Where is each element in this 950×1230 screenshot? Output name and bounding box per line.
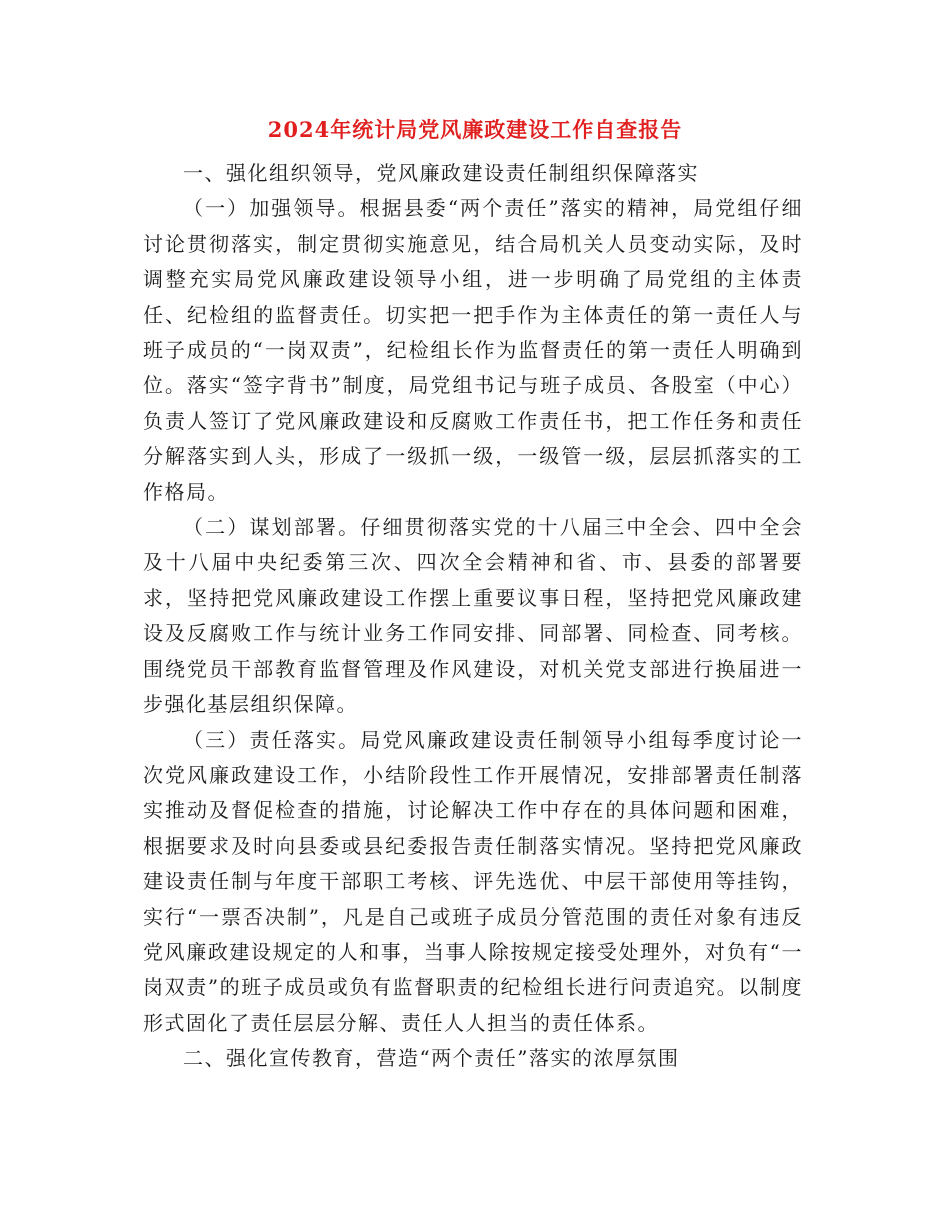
document-title: 2024年统计局党风廉政建设工作自查报告: [267, 117, 683, 142]
section-heading-2: 二、强化宣传教育，营造“两个责任”落实的浓厚氛围: [183, 1046, 680, 1071]
paragraph-3: （三）责任落实。局党风廉政建设责任制领导小组每季度讨论一次党风廉政建设工作，小结阶段性工作开展情况，安排部署责任制落实推动及督促检查的措施，讨论解决工作中存在的具体问题和困难，根据要求及时向县委或县纪委报告责任制落实情况。坚持把党风廉政建设责任制与年度干部职工考核、评先选优、中层干部使用等挂钩，实行“一票否决制”，凡是自己或班子成员分管范围的责任对象有违反党风廉政建设规定的人和事，当事人除按规定接受处理外，对负有“一岗双责”的班子成员或负有监督职责的纪检组长进行问责追究。以制度形式固化了责任层层分解、责任人人担当的责任体系。: [143, 727, 803, 1035]
document-body: [143, 156, 803, 1077]
paragraph-1: （一）加强领导。根据县委“两个责任”落实的精神，局党组仔细讨论贯彻落实，制定贯彻实施意见，结合局机关人员变动实际，及时调整充实局党风廉政建设领导小组，进一步明确了局党组的主体责任、纪检组的监督责任。切实把一把手作为主体责任的第一责任人与班子成员的“一岗双责”，纪检组长作为监督责任的第一责任人明确到位。落实“签字背书”制度，局党组书记与班子成员、各股室（中心）负责人签订了党风廉政建设和反腐败工作责任书，把工作任务和责任分解落实到人头，形成了一级抓一级，一级管一级，层层抓落实的工作格局。: [143, 196, 803, 504]
section-heading-1: 一、强化组织领导，党风廉政建设责任制组织保障落实: [183, 161, 699, 185]
paragraph-2: （二）谋划部署。仔细贯彻落实党的十八届三中全会、四中全会及十八届中央纪委第三次、四次全会精神和省、市、县委的部署要求，坚持把党风廉政建设工作摆上重要议事日程，坚持把党风廉政建设及反腐败工作与统计业务工作同安排、同部署、同检查、同考核。围绕党员干部教育监督管理及作风建设，对机关党支部进行换届进一步强化基层组织保障。: [143, 515, 803, 717]
